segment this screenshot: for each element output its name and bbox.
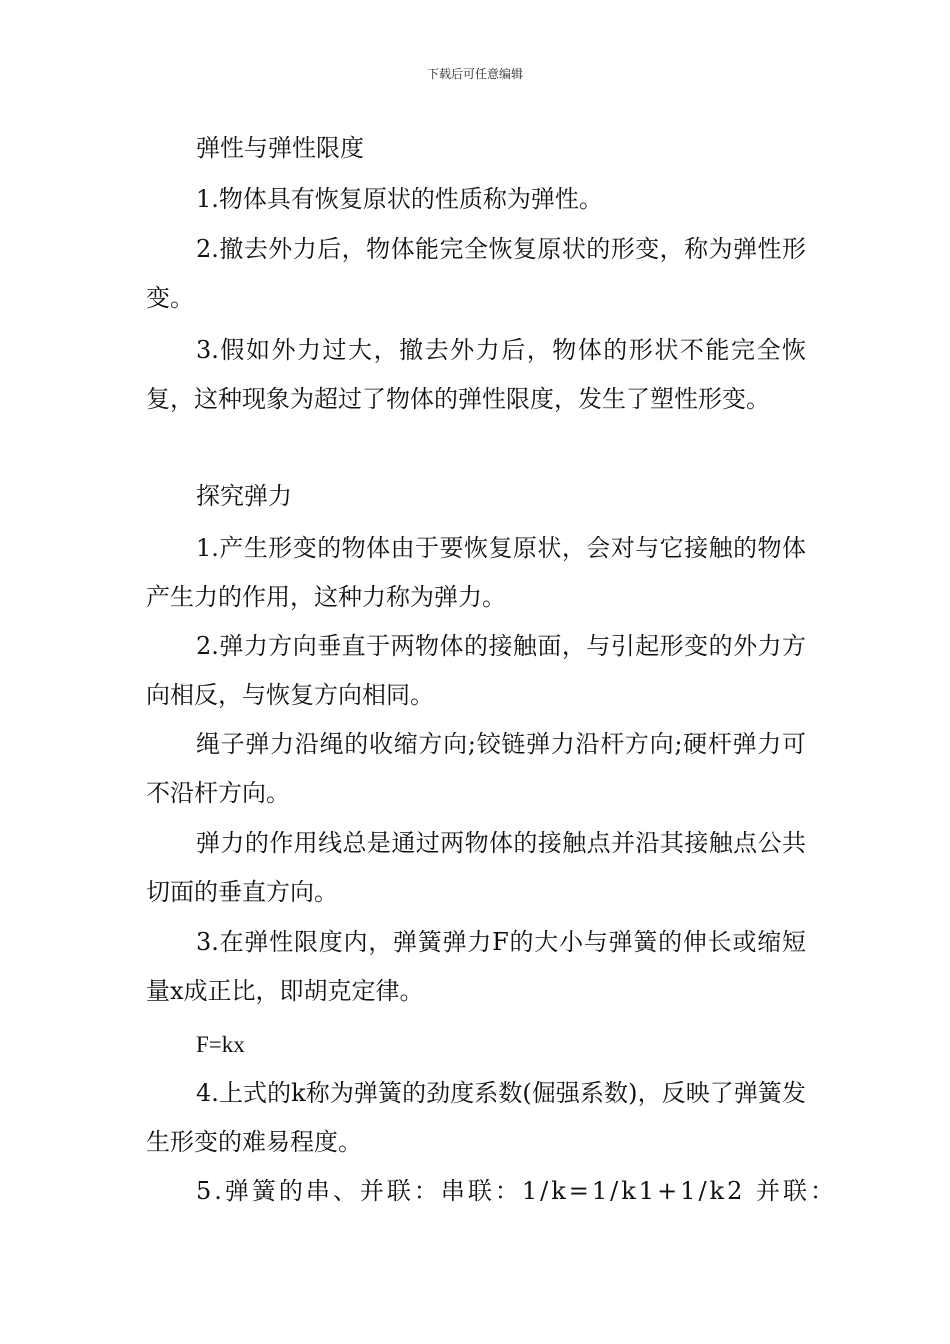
paragraph-hookes-law: 3.在弹性限度内，弹簧弹力F的大小与弹簧的伸长或缩短量x成正比，即胡克定律。	[146, 928, 806, 1005]
paragraph-line-of-action: 弹力的作用线总是通过两物体的接触点并沿其接触点公共切面的垂直方向。	[146, 829, 806, 906]
paragraph-elastic-deformation: 2.撤去外力后，物体能完全恢复原状的形变，称为弹性形变。	[146, 235, 806, 312]
paragraph-plastic-deformation: 3.假如外力过大，撤去外力后，物体的形状不能完全恢复，这种现象为超过了物体的弹性限度，发生了塑性形变。	[146, 336, 806, 413]
paragraph-rope-hinge-rod: 绳子弹力沿绳的收缩方向;铰链弹力沿杆方向;硬杆弹力可不沿杆方向。	[146, 730, 806, 807]
formula-hookes-law: F=kx	[196, 1032, 245, 1057]
paragraph-spring-series-parallel: 5.弹簧的串、并联：串联：1/k=1/k1+1/k2 并联：	[196, 1177, 837, 1205]
paragraph-stiffness-coefficient: 4.上式的k称为弹簧的劲度系数(倔强系数)，反映了弹簧发生形变的难易程度。	[146, 1079, 806, 1156]
paragraph-force-direction: 2.弹力方向垂直于两物体的接触面，与引起形变的外力方向相反，与恢复方向相同。	[146, 632, 806, 709]
section-heading-elasticity: 弹性与弹性限度	[196, 134, 364, 162]
page-header-note: 下载后可任意编辑	[426, 67, 523, 81]
section-heading-elastic-force: 探究弹力	[196, 482, 292, 510]
paragraph-elastic-force-definition: 1.产生形变的物体由于要恢复原状，会对与它接触的物体产生力的作用，这种力称为弹力。	[146, 534, 806, 611]
paragraph-elasticity-definition: 1.物体具有恢复原状的性质称为弹性。	[196, 185, 603, 213]
